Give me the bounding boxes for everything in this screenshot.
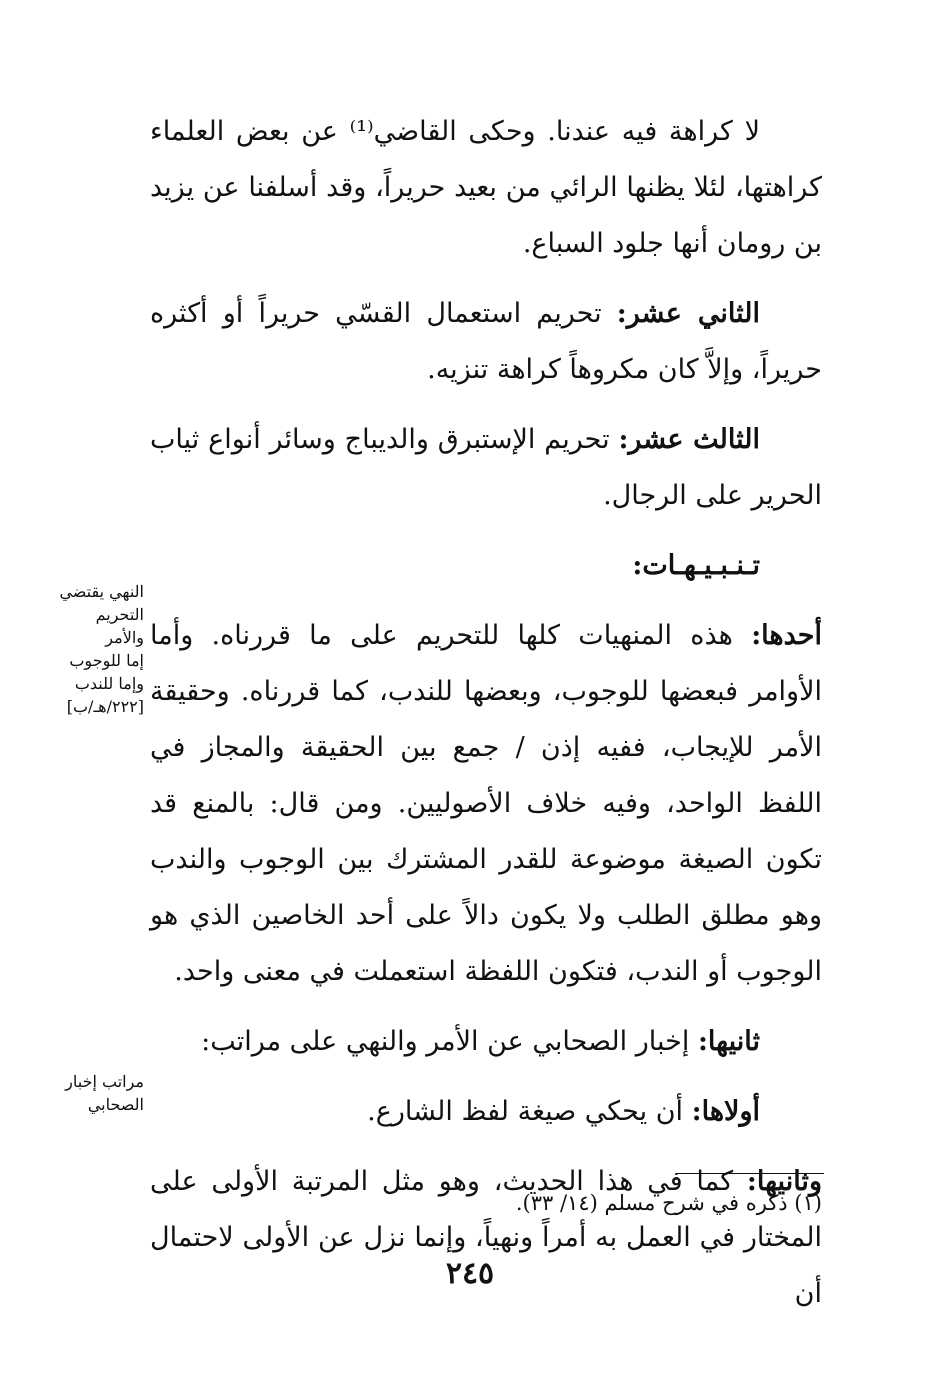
paragraph-lead: أحدها: <box>751 620 822 651</box>
paragraph-5 <box>150 608 822 1000</box>
margin-note-line: وإما للندب <box>74 674 144 693</box>
paragraph-lead: الثالث عشر: <box>618 424 760 455</box>
text-line: كما في هذا الحديث، وهو مثل المرتبة الأولى على <box>150 1166 734 1197</box>
margin-note-line: إما للوجوب <box>69 651 144 670</box>
paragraph-8 <box>150 1154 822 1322</box>
text-line: الواحد، وفيه خلاف الأصوليين. ومن قال: بالمنع قد تكون الصيغة <box>150 788 822 875</box>
text-line: الأوامر فبعضها للوجوب، وبعضها للندب، كما قررناه. وحقيقة <box>150 676 822 707</box>
text-line: جلود السباع. <box>522 228 664 259</box>
margin-note-line: النهي يقتضي <box>59 582 144 601</box>
paragraph-lead: أولاها: <box>691 1096 760 1127</box>
paragraph-lead: الثاني عشر: <box>616 298 760 329</box>
paragraph-3 <box>150 412 822 524</box>
footnote: (١) ذكره في شرح مسلم (١٤/ ٣٣). <box>515 1191 822 1215</box>
text-line: الأمر للإيجاب، ففيه إذن / جمع بين الحقيقة والمجاز في اللفظ <box>150 732 822 819</box>
margin-note-line: التحريم والأمر <box>95 605 144 647</box>
text-line: لا كراهة فيه عندنا. وحكى القاضي⁽¹⁾ عن بعض العلماء كراهتها، <box>150 116 822 203</box>
paragraph-1 <box>150 104 822 272</box>
text-line: المختار في العمل به أمراً ونهياً، وإنما نزل عن الأولى لاحتمال أن <box>150 1222 822 1309</box>
margin-note-1 <box>52 580 144 718</box>
text-line: تحريم الإستبرق والديباج وسائر أنواع ثياب <box>150 424 610 455</box>
text-line: الحرير على الرجال. <box>603 480 822 511</box>
text-line: هذه المنهيات كلها للتحريم على ما قررناه. وأما <box>150 620 733 651</box>
text-line: موضوعة للقدر المشترك بين الوجوب والندب وهو مطلق الطلب ولا <box>150 844 822 931</box>
text-line: لئلا يظنها الرائي من بعيد حريراً، وقد أسلفنا عن يزيد بن رومان أنها <box>150 172 822 259</box>
text-line: اللفظة استعملت في معنى واحد. <box>174 956 540 987</box>
margin-note-line: مراتب إخبار <box>65 1072 144 1091</box>
paragraph-7 <box>150 1084 822 1140</box>
text-line: أن يحكي صيغة لفظ الشارع. <box>367 1096 684 1127</box>
paragraph-2 <box>150 286 822 398</box>
text-line: تحريم استعمال القسّي حريراً أو أكثره حريراً، <box>150 298 822 385</box>
section-heading: تـنـبـيـهـات: <box>632 550 760 581</box>
text-line: إخبار الصحابي عن الأمر والنهي على مراتب: <box>201 1026 690 1057</box>
text-line: وإلاَّ كان مكروهاً كراهة تنزيه. <box>427 354 744 385</box>
paragraph-lead: وثانيها: <box>746 1166 822 1197</box>
margin-note-2 <box>52 1070 144 1116</box>
margin-note-line: [٢٢٢/هـ/ب] <box>66 697 144 716</box>
main-text <box>150 104 822 1322</box>
text-line: يكون دالاً على أحد الخاصين الذي هو الوجوب أو الندب، فتكون <box>150 900 822 987</box>
page-number: ٢٤٥ <box>445 1256 495 1291</box>
footnote-divider <box>676 1173 824 1174</box>
paragraph-6 <box>150 1014 822 1070</box>
margin-note-line: الصحابي <box>87 1095 144 1114</box>
paragraph-lead: ثانيها: <box>697 1026 760 1057</box>
